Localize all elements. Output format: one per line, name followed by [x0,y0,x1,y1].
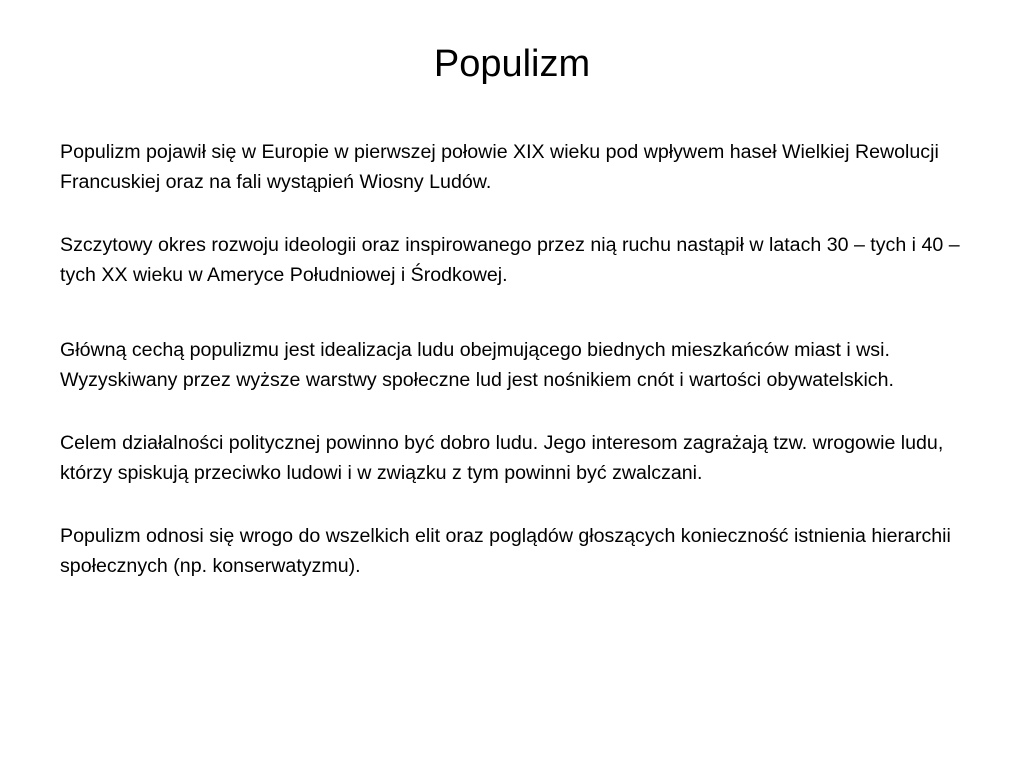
paragraph-political-goal: Celem działalności politycznej powinno być dobro ludu. Jego interesom zagrażają tzw. wrogowie ludu, którzy spiskują przeciwko ludowi i w związku z tym powinni być zwalczani. [60,432,944,484]
slide-title: Populizm [433,43,591,85]
paragraph-origins: Populizm pojawił się w Europie w pierwszej połowie XIX wieku pod wpływem haseł Wielkiej Rewolucji Francuskiej oraz na fali wystąpień Wiosny Ludów. [60,141,939,193]
slide-body [60,137,980,581]
paragraph-peak-period: Szczytowy okres rozwoju ideologii oraz inspirowanego przez nią ruchu nastąpił w latach 30 – tych i 40 – tych XX wieku w Ameryce Południowej i Środkowej. [60,234,960,286]
paragraph-main-feature: Główną cechą populizmu jest idealizacja ludu obejmującego biednych mieszkańców miast i wsi. Wyzyskiwany przez wyższe warstwy społeczne lud jest nośnikiem cnót i wartości obywatelskich. [60,339,894,391]
paragraph-elites: Populizm odnosi się wrogo do wszelkich elit oraz poglądów głoszących konieczność istnienia hierarchii społecznych (np. konserwatyzmu). [60,525,951,577]
